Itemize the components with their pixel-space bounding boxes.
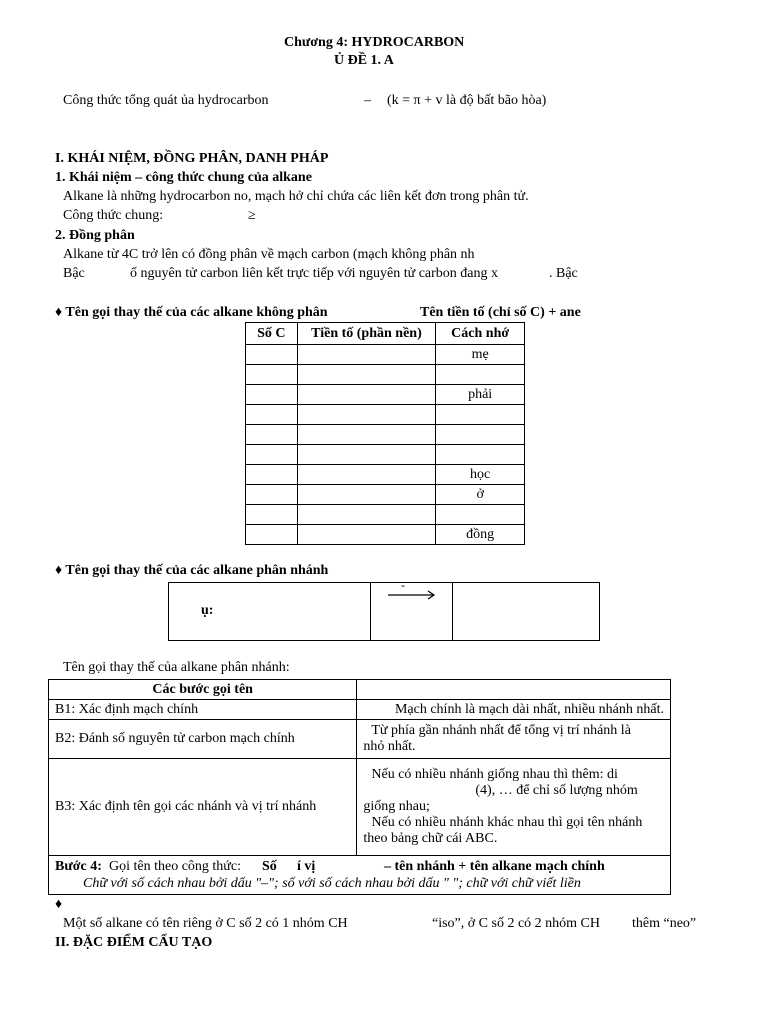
table-row bbox=[246, 445, 525, 465]
table-row bbox=[246, 485, 525, 505]
table-row bbox=[49, 680, 671, 700]
unbranched-heading: ♦ Tên gọi thay thế của các alkane không phân bbox=[55, 305, 328, 320]
page-subtitle: Ủ ĐỀ 1. A bbox=[334, 53, 394, 68]
step-4-text: Gọi tên theo công thức: bbox=[109, 859, 242, 874]
mnemonic-cell bbox=[436, 505, 525, 525]
degree-text: ố nguyên tử carbon liên kết trực tiếp với nguyên tử carbon đang x bbox=[130, 266, 499, 281]
step-4-cell bbox=[49, 856, 671, 895]
unbranched-table bbox=[245, 322, 525, 545]
mnemonic-cell: phải bbox=[436, 385, 525, 405]
page-title: Chương 4: HYDROCARBON bbox=[284, 35, 465, 50]
box-divider bbox=[452, 583, 453, 640]
step-4-number: Số bbox=[262, 859, 277, 874]
step-3-line: Nếu có nhiều nhánh khác nhau thì gọi tên nhánh bbox=[371, 815, 643, 830]
table-row bbox=[246, 405, 525, 425]
isomer-text: Alkane từ 4C trở lên có đồng phân về mạch carbon (mạch không phân nh bbox=[63, 247, 475, 262]
table-header-row bbox=[246, 323, 525, 345]
steps-header: Các bước gọi tên bbox=[49, 680, 357, 700]
step-3-line: Nếu có nhiều nhánh giống nhau thì thêm: di bbox=[371, 767, 618, 782]
table-row bbox=[49, 720, 671, 759]
step-2-line: Từ phía gần nhánh nhất để tổng vị trí nhánh là bbox=[371, 723, 631, 738]
step-2-line: nhỏ nhất. bbox=[363, 739, 416, 754]
special-names-text: Một số alkane có tên riêng ở C số 2 có 1 nhóm CH bbox=[63, 916, 348, 931]
formula-text: Công thức tổng quát ủa hydrocarbon bbox=[63, 93, 269, 108]
mnemonic-cell: đồng bbox=[436, 525, 525, 545]
section-2-heading: II. ĐẶC ĐIỂM CẤU TẠO bbox=[55, 935, 213, 950]
step-3-detail bbox=[357, 759, 671, 856]
box-divider bbox=[370, 583, 371, 640]
formula-note: (k = π + v là độ bất bão hòa) bbox=[387, 93, 547, 108]
arrow-right-icon bbox=[386, 587, 438, 601]
section-1-heading: I. KHÁI NIỆM, ĐỒNG PHÂN, DANH PHÁP bbox=[55, 151, 329, 166]
mnemonic-cell: ở bbox=[436, 485, 525, 505]
special-names-neo: thêm “neo” bbox=[632, 916, 697, 931]
step-1-label: B1: Xác định mạch chính bbox=[49, 700, 357, 720]
step-3-label: B3: Xác định tên gọi các nhánh và vị trí nhánh bbox=[49, 759, 357, 856]
step-4-note: Chữ với số cách nhau bởi dấu "–"; số với số cách nhau bởi dấu " "; chữ với chữ viết liền bbox=[83, 876, 581, 891]
unbranched-rule: Tên tiền tố (chỉ số C) + ane bbox=[420, 305, 581, 320]
step-4-position: í vị bbox=[297, 859, 316, 874]
mnemonic-cell bbox=[436, 425, 525, 445]
table-row bbox=[246, 385, 525, 405]
step-3-line: giống nhau; bbox=[363, 799, 430, 814]
geq-symbol: ≥ bbox=[248, 208, 256, 223]
table-row bbox=[246, 525, 525, 545]
step-4-formula: – tên nhánh + tên alkane mạch chính bbox=[384, 859, 605, 874]
step-2-label: B2: Đánh số nguyên tử carbon mạch chính bbox=[49, 720, 357, 759]
steps-intro: Tên gọi thay thế của alkane phân nhánh: bbox=[63, 660, 290, 675]
mnemonic-cell bbox=[436, 405, 525, 425]
table-row bbox=[49, 759, 671, 856]
mnemonic-cell bbox=[436, 445, 525, 465]
step-4-label: Bước 4: bbox=[55, 859, 102, 874]
step-2-detail bbox=[357, 720, 671, 759]
table-row bbox=[49, 700, 671, 720]
arrow-label: - bbox=[401, 578, 405, 592]
col-header-mnemonic: Cách nhớ bbox=[436, 323, 525, 345]
degree-label: Bậc bbox=[63, 266, 85, 281]
branched-example-box bbox=[168, 578, 600, 641]
mnemonic-cell bbox=[436, 365, 525, 385]
general-formula-label: Công thức chung: bbox=[63, 208, 164, 223]
step-3-line: theo bảng chữ cái ABC. bbox=[363, 831, 498, 846]
table-row bbox=[246, 345, 525, 365]
concept-text: Alkane là những hydrocarbon no, mạch hở chỉ chứa các liên kết đơn trong phân tử. bbox=[63, 189, 529, 204]
col-header-prefix: Tiền tố (phần nền) bbox=[297, 323, 436, 345]
table-row bbox=[246, 505, 525, 525]
step-1-detail: Mạch chính là mạch dài nhất, nhiều nhánh nhất. bbox=[357, 700, 671, 720]
table-row bbox=[246, 425, 525, 445]
subheading-isomer: 2. Đồng phân bbox=[55, 228, 135, 243]
table-row bbox=[246, 465, 525, 485]
special-names-iso: “iso”, ở C số 2 có 2 nhóm CH bbox=[432, 916, 601, 931]
step-3-line: (4), … để chỉ số lượng nhóm bbox=[475, 783, 638, 798]
formula-dash: – bbox=[364, 93, 371, 108]
col-header-carbon-count: Số C bbox=[246, 323, 298, 345]
diamond-bullet: ♦ bbox=[55, 897, 63, 912]
subheading-concept: 1. Khái niệm – công thức chung của alkane bbox=[55, 170, 312, 185]
mnemonic-cell: học bbox=[436, 465, 525, 485]
degree-tail: . Bậc bbox=[549, 266, 578, 281]
table-row bbox=[246, 365, 525, 385]
table-row bbox=[49, 856, 671, 895]
example-label: ụ: bbox=[201, 603, 214, 618]
mnemonic-cell: mẹ bbox=[436, 345, 525, 365]
naming-steps-table bbox=[48, 679, 671, 895]
branched-heading: ♦ Tên gọi thay thế của các alkane phân nhánh bbox=[55, 563, 329, 578]
